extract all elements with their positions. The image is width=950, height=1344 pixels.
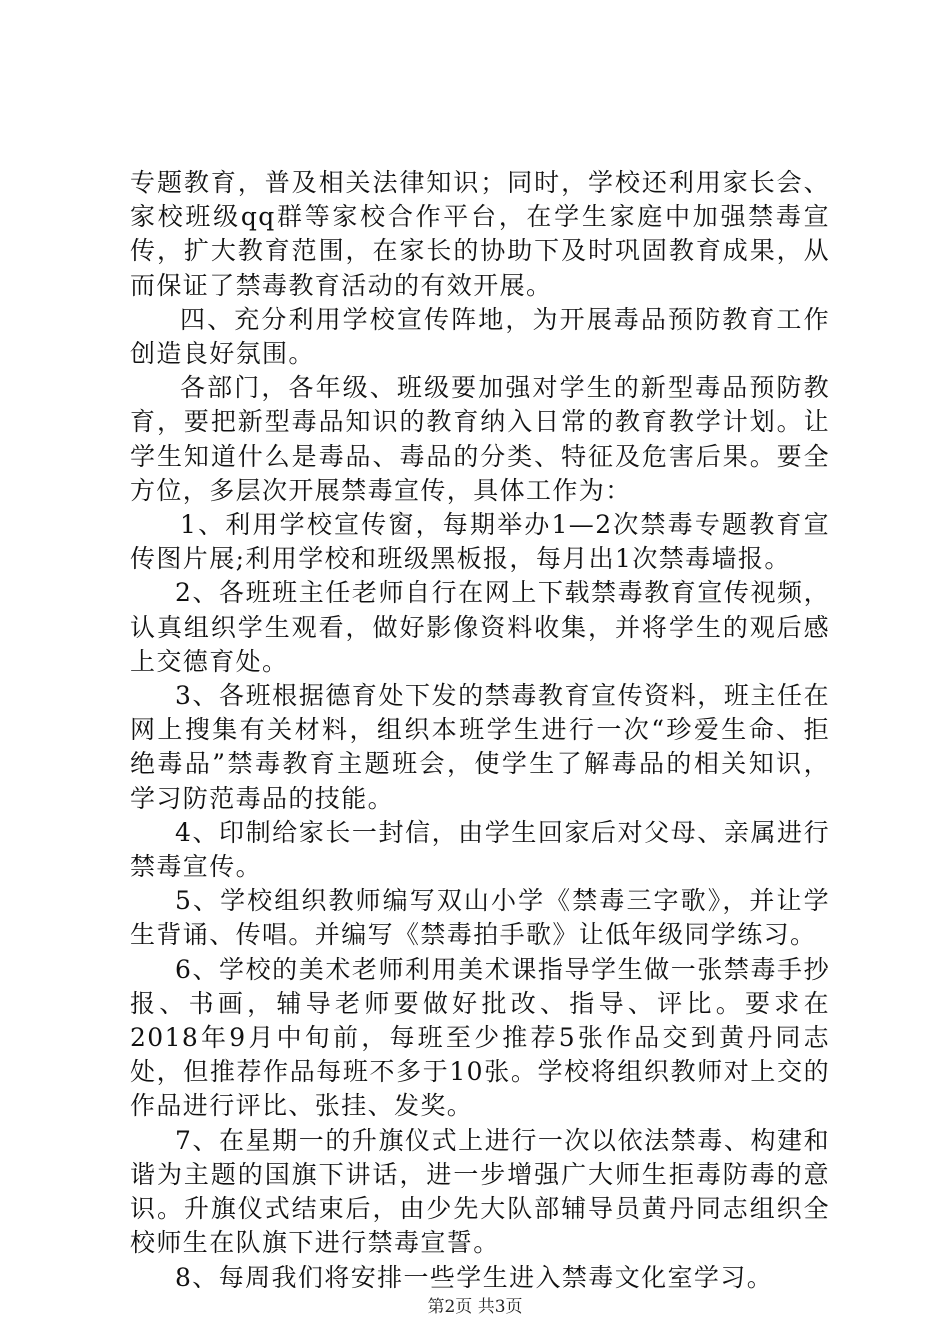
list-item-8: 8、每周我们将安排一些学生进入禁毒文化室学习。 <box>175 1262 774 1292</box>
page-footer: 第2页 共3页 <box>427 1297 523 1317</box>
list-item-3: 3、各班根据德育处下发的禁毒教育宣传资料，班主任在网上搜集有关材料，组织本班学生进行一次“珍爱生命、拒绝毒品”禁毒教育主题班会，使学生了解毒品的相关知识，学习防范毒品的技能。 <box>130 681 830 813</box>
list-item-7: 7、在星期一的升旗仪式上进行一次以依法禁毒、构建和谐为主题的国旗下讲话，进一步增强广大师生拒毒防毒的意识。升旗仪式结束后，由少先大队部辅导员黄丹同志组织全校师生在队旗下进行禁毒宣誓。 <box>130 1125 830 1258</box>
list-item-6: 6、学校的美术老师利用美术课指导学生做一张禁毒手抄报、书画，辅导老师要做好批改、指导、评比。要求在2018年9月中旬前，每班至少推荐5张作品交到黄丹同志处，但推荐作品每班不多于10张。学校将组织教师对上交的作品进行评比、张挂、发奖。 <box>130 954 830 1121</box>
list-item-1: 1、利用学校宣传窗，每期举办1—2次禁毒专题教育宣传图片展;利用学校和班级黑板报，每月出1次禁毒墙报。 <box>130 510 830 574</box>
paragraph-intro-continued: 专题教育，普及相关法律知识；同时，学校还利用家长会、家校班级qq群等家校合作平台，在学生家庭中加强禁毒宣传，扩大教育范围，在家长的协助下及时巩固教育成果，从而保证了禁毒教育活动的有效开展。 <box>130 168 830 300</box>
list-item-5: 5、学校组织教师编写双山小学《禁毒三字歌》，并让学生背诵、传唱。并编写《禁毒拍手歌》让低年级同学练习。 <box>130 886 830 950</box>
paragraph-overview: 各部门，各年级、班级要加强对学生的新型毒品预防教育，要把新型毒品知识的教育纳入日常的教育教学计划。让学生知道什么是毒品、毒品的分类、特征及危害后果。要全方位，多层次开展禁毒宣传，具体工作为： <box>130 373 830 505</box>
document-body <box>130 166 830 1295</box>
section-heading-4: 四、充分利用学校宣传阵地，为开展毒品预防教育工作创造良好氛围。 <box>130 304 830 369</box>
list-item-4: 4、印制给家长一封信，由学生回家后对父母、亲属进行禁毒宣传。 <box>130 817 830 882</box>
list-item-2: 2、各班班主任老师自行在网上下载禁毒教育宣传视频，认真组织学生观看，做好影像资料收集，并将学生的观后感上交德育处。 <box>130 578 830 676</box>
